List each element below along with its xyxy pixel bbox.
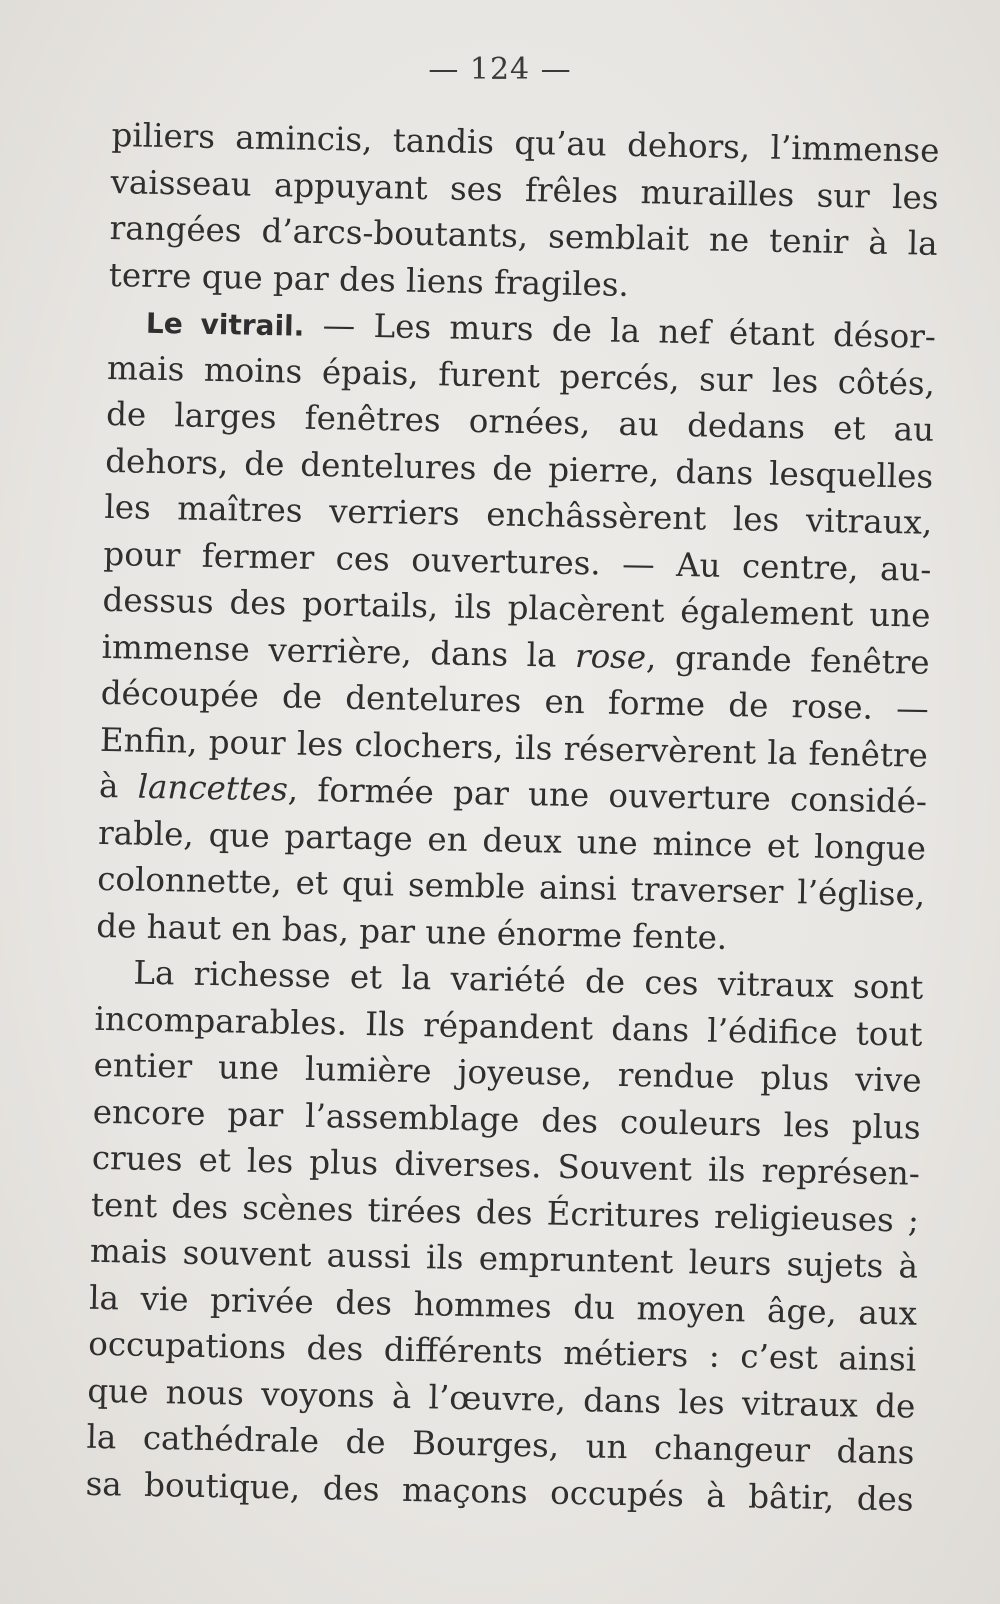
text-line: de larges fenêtres ornées, au dedans et au: [105, 394, 935, 449]
text-line: incomparables. Ils répandent dans l’édifice tout: [94, 999, 923, 1054]
italic-term: lancettes: [137, 767, 289, 809]
section-heading: Le vitrail.: [145, 306, 305, 343]
text-line: que nous voyons à l’œuvre, dans les vitraux de: [87, 1371, 916, 1426]
text-line: encore par l’assemblage des couleurs les plus: [92, 1092, 922, 1147]
text-line: sa boutique, des maçons occupés à bâtir, des: [85, 1464, 914, 1519]
page-number: — 124 —: [428, 52, 572, 87]
text-line: rangées d’arcs-boutants, semblait ne tenir à la: [109, 208, 938, 263]
text-line: La richesse et la variété de ces vitraux sont: [133, 953, 924, 1007]
paragraph-3: [85, 949, 924, 1523]
text-line: occupations des différents métiers : c’est ainsi: [87, 1324, 917, 1379]
text-line: terre que par des liens fragiles.: [108, 255, 630, 304]
text-line: dessus des portails, ils placèrent également une: [102, 580, 931, 635]
text-line: entier une lumière joyeuse, rendue plus vive: [93, 1045, 922, 1100]
text-run: — Les murs de la nef étant désor-: [304, 305, 937, 356]
text-run: , grande fenêtre: [645, 637, 930, 682]
text-line: la vie privée des hommes du moyen âge, aux: [88, 1278, 918, 1333]
text-run: immense verrière, dans la: [101, 627, 557, 675]
text-run: , formée par une ouverture considé-: [287, 770, 928, 821]
text-line: la cathédrale de Bourges, un changeur dans: [86, 1417, 915, 1472]
italic-term: rose: [574, 636, 647, 676]
text-line: mais souvent aussi ils empruntent leurs sujets à: [89, 1231, 919, 1286]
text-line: Enfin, pour les clochers, ils réservèrent la fenêtre: [99, 720, 929, 775]
text-line: piliers amincis, tandis qu’au dehors, l’immense: [111, 115, 940, 170]
paragraph-1: [108, 112, 939, 314]
text-line: dehors, de dentelures de pierre, dans lesquelles: [104, 441, 934, 496]
text-line: les maîtres verriers enchâssèrent les vitraux,: [104, 487, 933, 542]
text-line: pour fermer ces ouvertures. — Au centre, au-: [103, 534, 932, 589]
text-line: tent des scènes tirées des Écritures religieuses ;: [90, 1185, 920, 1240]
text-line: colonnette, et qui semble ainsi traverser l’église,: [96, 859, 926, 914]
text-line: crues et les plus diverses. Souvent ils représen-: [91, 1138, 921, 1193]
text-line: de haut en bas, par une énorme fente.: [96, 906, 728, 957]
body-text: [85, 112, 940, 1523]
text-line: vaisseau appuyant ses frêles murailles sur les: [110, 162, 939, 217]
text-line: découpée de dentelures en forme de rose. —: [100, 673, 930, 728]
paragraph-2: [96, 298, 936, 965]
text-line: mais moins épais, furent percés, sur les côtés,: [106, 348, 936, 403]
text-run: à: [98, 766, 119, 806]
text-line: rable, que partage en deux une mince et longue: [97, 813, 927, 868]
